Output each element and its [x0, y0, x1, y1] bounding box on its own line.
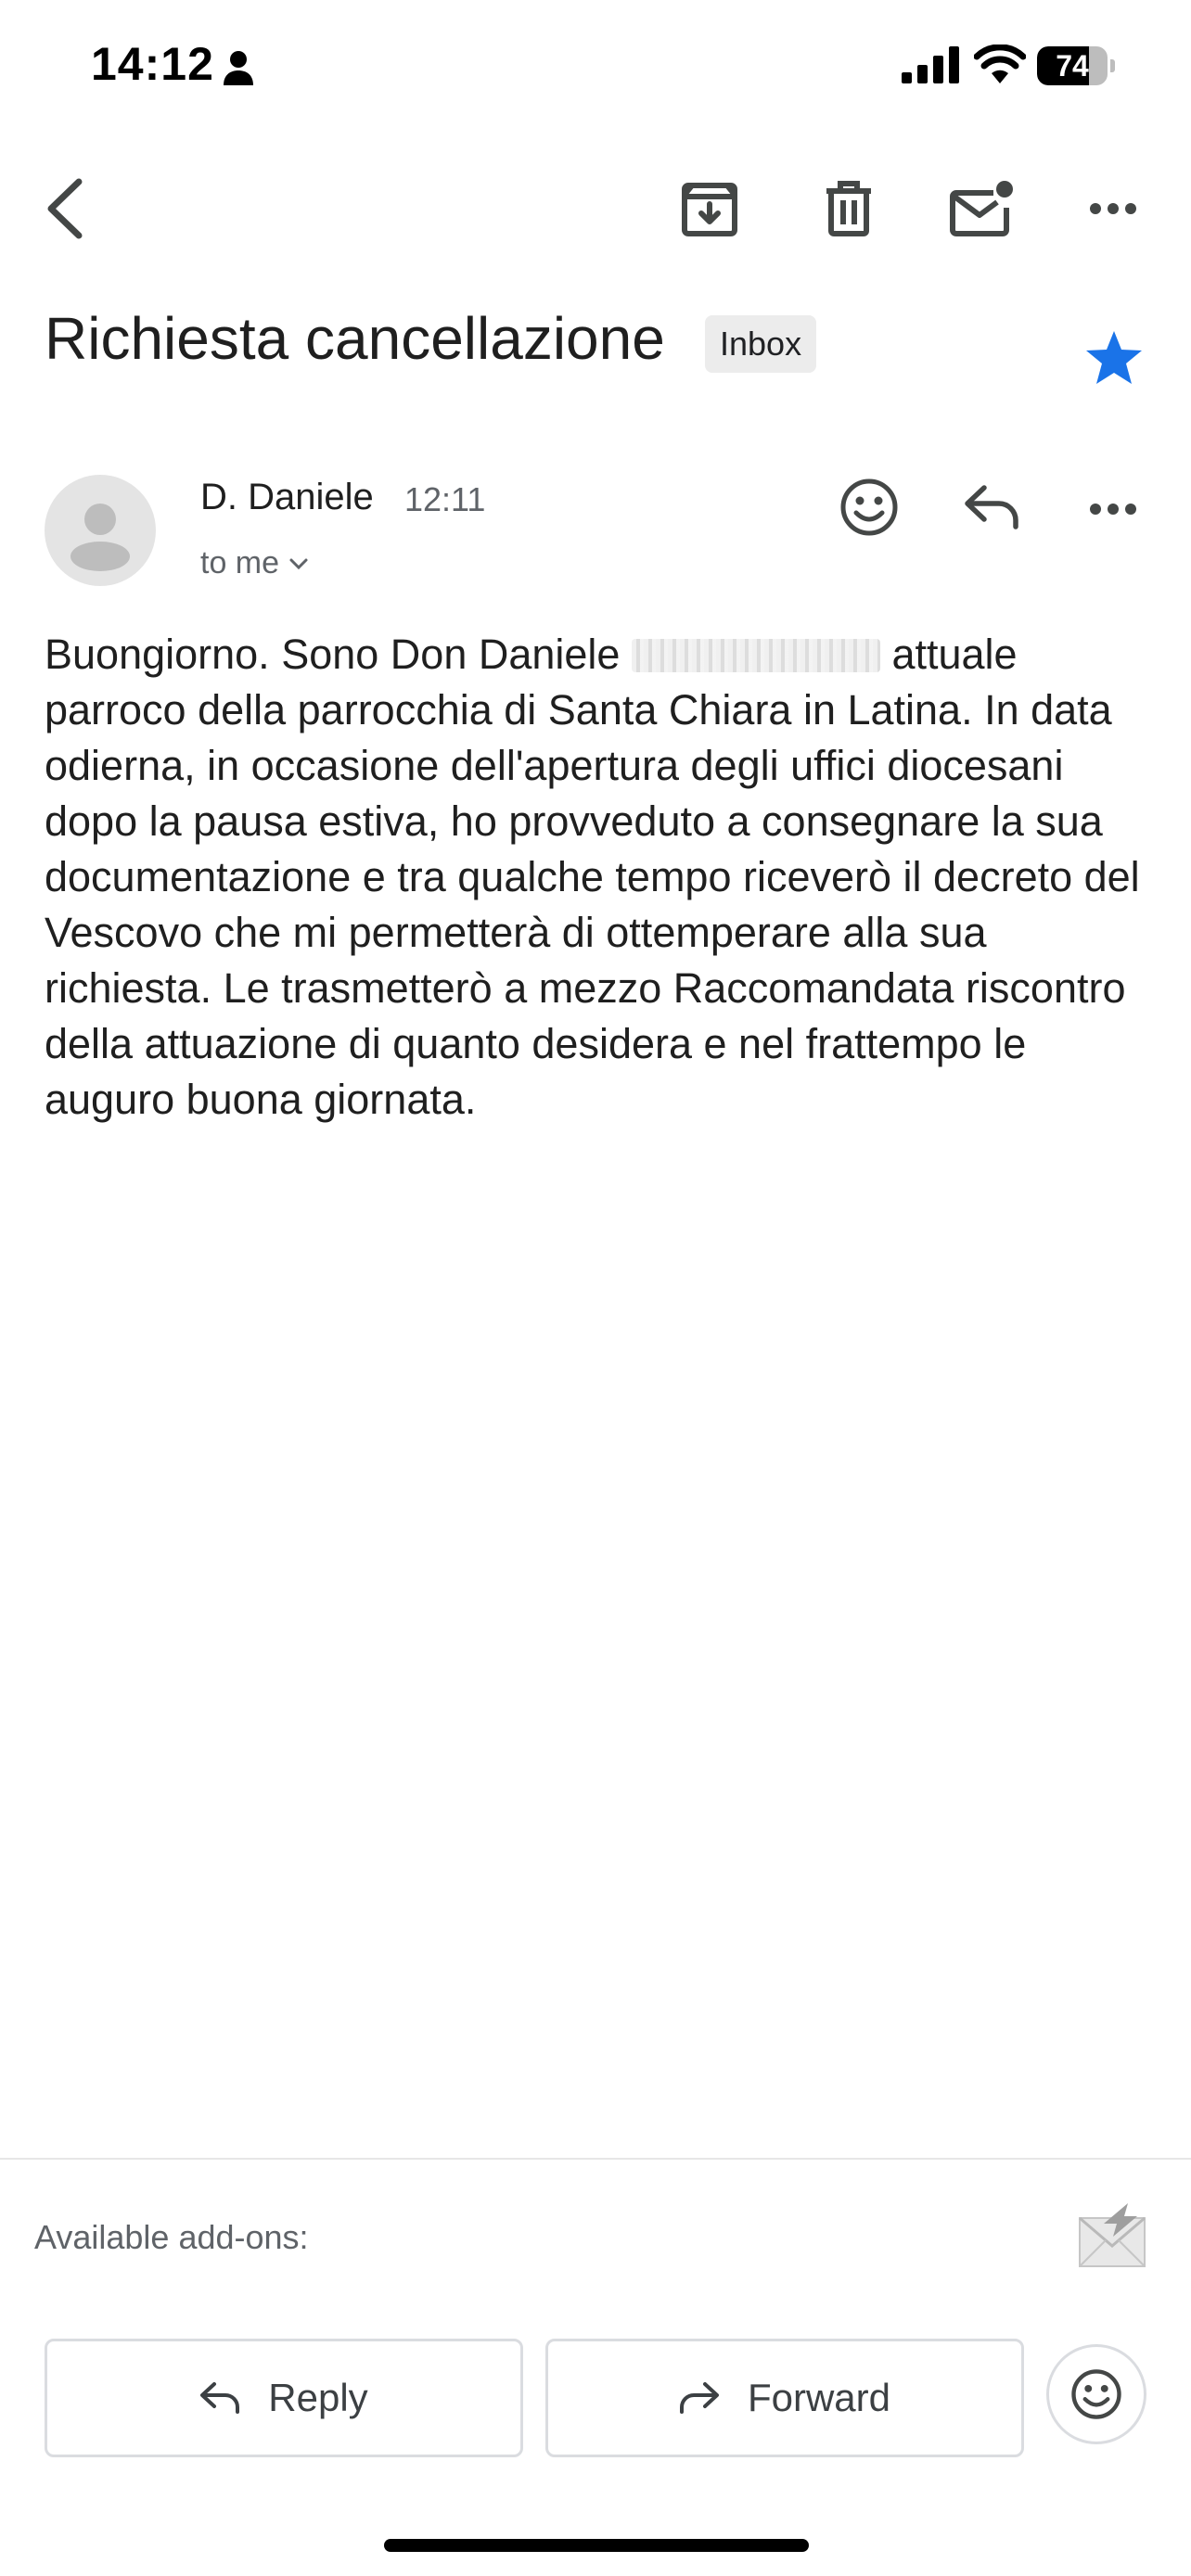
- more-icon: [1089, 503, 1137, 516]
- mark-unread-icon: [949, 180, 1014, 237]
- back-button[interactable]: [37, 172, 93, 246]
- star-button[interactable]: [1082, 326, 1146, 389]
- email-subject: Richiesta cancellazione: [45, 305, 665, 372]
- emoji-reaction-button[interactable]: [835, 473, 903, 542]
- addons-label: Available add-ons:: [34, 2218, 309, 2256]
- divider: [0, 2158, 1191, 2160]
- email-time: 12:11: [404, 480, 486, 518]
- home-indicator[interactable]: [384, 2539, 809, 2552]
- recipient-toggle[interactable]: [200, 545, 309, 581]
- email-body-rest: attuale parroco della parrocchia di Santa Chiara in Latina. In data odierna, in occasione dell'apertura degli uffici diocesani dopo la pausa estiva, ho provveduto a consegnare la sua documentazione e tra qualche tempo riceverò il decreto del Vescovo che mi permetterà di ottemperare alla sua richiesta. Le trasmetterò a mezzo Raccomandata riscontro della attuazione di quanto desidera e nel frattempo le auguro buona giornata.: [45, 631, 1140, 1123]
- archive-button[interactable]: [677, 176, 742, 241]
- battery-level: 74: [1056, 49, 1089, 83]
- battery-icon: [1037, 46, 1115, 85]
- back-icon: [44, 178, 86, 239]
- forward-label: Forward: [747, 2376, 891, 2419]
- forward-button[interactable]: [545, 2339, 1024, 2457]
- star-icon: [1084, 329, 1144, 387]
- reply-label: Reply: [268, 2376, 368, 2419]
- inbox-label[interactable]: Inbox: [705, 315, 816, 373]
- reply-button-top[interactable]: [959, 477, 1024, 538]
- recipient-label: to me: [200, 545, 280, 580]
- reply-button[interactable]: [45, 2339, 523, 2457]
- mail-addon-icon: [1076, 2200, 1148, 2270]
- wifi-icon: [974, 45, 1026, 83]
- message-more-button[interactable]: [1085, 486, 1141, 532]
- forward-icon: [679, 2381, 720, 2415]
- redacted-text: [632, 639, 880, 672]
- emoji-icon: [839, 478, 899, 537]
- avatar[interactable]: [45, 475, 156, 586]
- chevron-down-icon: [288, 557, 309, 570]
- reply-icon: [199, 2381, 240, 2415]
- sender-name[interactable]: D. Daniele: [200, 477, 374, 517]
- signal-icon: [902, 46, 961, 83]
- emoji-reply-button[interactable]: [1046, 2344, 1146, 2444]
- trash-icon: [825, 180, 873, 237]
- addon-button[interactable]: [1076, 2200, 1148, 2270]
- email-body-start: Buongiorno. Sono Don Daniele: [45, 631, 632, 678]
- status-time: 14:12: [91, 38, 214, 90]
- more-options-button[interactable]: [1085, 185, 1141, 232]
- avatar-icon: [45, 475, 156, 586]
- more-icon: [1089, 202, 1137, 215]
- reply-icon: [964, 484, 1019, 530]
- emoji-icon: [1070, 2368, 1122, 2420]
- email-body: [45, 627, 1148, 1128]
- archive-icon: [681, 180, 738, 237]
- delete-button[interactable]: [816, 176, 881, 241]
- person-icon: [223, 50, 254, 87]
- mark-unread-button[interactable]: [946, 176, 1017, 241]
